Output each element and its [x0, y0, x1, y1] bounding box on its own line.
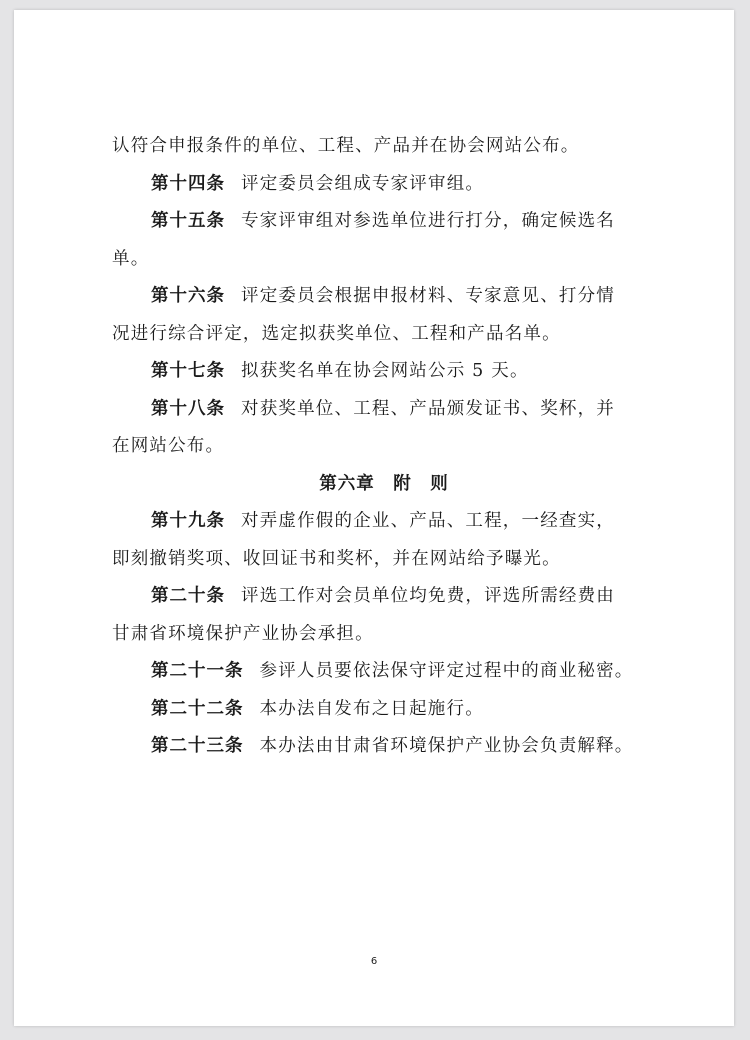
article-20 [112, 578, 656, 616]
article-23 [112, 728, 656, 766]
article-number: 第二十条 [151, 586, 225, 606]
page-number: 6 [370, 956, 378, 967]
document-page [14, 10, 734, 1026]
line-text: 评定委员会根据申报材料、专家意见、打分情 [241, 286, 615, 306]
article-19 [112, 503, 656, 541]
article-16 [112, 278, 656, 316]
paragraph-line [112, 616, 656, 654]
paragraph-line [112, 241, 656, 279]
article-17 [112, 353, 656, 391]
paragraph-line [112, 428, 656, 466]
line-text: 本办法自发布之日起施行。 [259, 698, 484, 719]
article-number: 第十六条 [151, 286, 225, 306]
line-text: 拟获奖名单在协会网站公示 5 天。 [241, 361, 529, 381]
line-text: 参评人员要依法保守评定过程中的商业秘密。 [259, 661, 634, 681]
article-number: 第二十一条 [151, 661, 244, 681]
article-18 [112, 391, 656, 429]
paragraph-line [112, 316, 656, 354]
line-text: 对获奖单位、工程、产品颁发证书、奖杯，并 [241, 398, 615, 419]
article-number: 第十七条 [151, 361, 225, 381]
article-21 [112, 653, 656, 691]
line-text: 评选工作对会员单位均免费，评选所需经费由 [241, 586, 615, 606]
paragraph-line [112, 128, 656, 166]
article-15 [112, 203, 656, 241]
chapter-heading: 第六章 附 则 [319, 473, 449, 494]
line-text: 评定委员会组成专家评审组。 [241, 173, 485, 194]
line-text: 在网站公布。 [112, 436, 225, 456]
article-number: 第二十二条 [151, 698, 244, 719]
article-22 [112, 691, 656, 729]
article-number: 第十五条 [151, 211, 225, 231]
article-number: 第十四条 [151, 173, 225, 194]
article-14 [112, 166, 656, 204]
article-number: 第十九条 [151, 511, 225, 531]
line-text: 单。 [112, 248, 150, 269]
document-body [112, 128, 656, 766]
line-text: 甘肃省环境保护产业协会承担。 [112, 623, 374, 644]
article-number: 第二十三条 [151, 736, 244, 756]
line-text: 即刻撤销奖项、收回证书和奖杯，并在网站给予曝光。 [112, 548, 561, 569]
line-text: 况进行综合评定，选定拟获奖单位、工程和产品名单。 [112, 323, 561, 344]
article-number: 第十八条 [151, 398, 225, 419]
paragraph-line [112, 541, 656, 579]
line-text: 对弄虚作假的企业、产品、工程，一经查实， [241, 511, 615, 531]
line-text: 本办法由甘肃省环境保护产业协会负责解释。 [259, 736, 634, 756]
line-text: 专家评审组对参选单位进行打分，确定候选名 [241, 211, 615, 231]
line-text: 认符合申报条件的单位、工程、产品并在协会网站公布。 [112, 136, 580, 156]
